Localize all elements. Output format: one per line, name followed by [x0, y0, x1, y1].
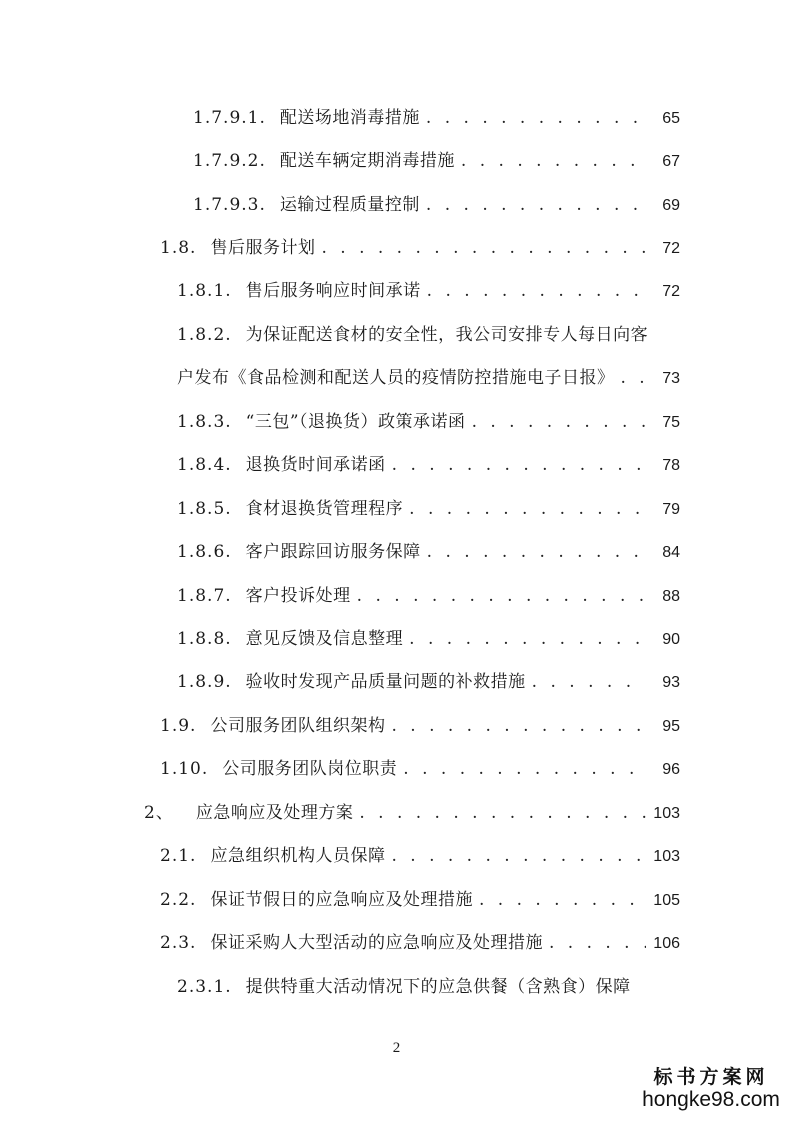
toc-entry-page: 72 — [662, 240, 680, 257]
toc-entry-title: 应急响应及处理方案 — [195, 803, 354, 823]
toc-entry-number: 1.8.6. — [177, 542, 232, 562]
toc-entry[interactable] — [177, 624, 680, 654]
toc-entry-page: 75 — [662, 414, 680, 431]
toc-entry-page: 67 — [662, 153, 680, 170]
toc-dot-leader — [472, 407, 646, 437]
toc-entry-title: 公司服务团队岗位职责 — [222, 759, 398, 779]
toc-entry[interactable] — [160, 928, 680, 958]
toc-dot-leader — [426, 103, 646, 133]
toc-entry-title: 为保证配送食材的安全性，我公司安排专人每日向客 — [245, 325, 649, 345]
toc-entry[interactable] — [177, 494, 680, 524]
site-watermark — [641, 1066, 781, 1112]
toc-entry-page: 73 — [662, 370, 680, 387]
toc-entry-number: 1.8.2. — [177, 325, 232, 345]
toc-entry-page: 65 — [662, 110, 680, 127]
toc-dot-leader — [357, 581, 646, 611]
toc-entry-title: 保证采购人大型活动的应急响应及处理措施 — [210, 933, 543, 953]
toc-entry-title: 运输过程质量控制 — [279, 195, 420, 215]
toc-dot-leader — [479, 885, 646, 915]
toc-dot-leader — [321, 233, 646, 263]
toc-entry-title: 配送车辆定期消毒措施 — [279, 151, 455, 171]
toc-dot-leader — [409, 494, 646, 524]
toc-entry[interactable] — [160, 233, 680, 263]
toc-dot-leader — [427, 276, 646, 306]
toc-dot-leader — [391, 841, 646, 871]
toc-entry-page: 93 — [662, 674, 680, 691]
toc-entry-page: 106 — [653, 935, 680, 952]
toc-entry-page: 96 — [662, 761, 680, 778]
toc-entry-title: 退换货时间承诺函 — [245, 455, 386, 475]
toc-dot-leader — [426, 190, 646, 220]
toc-entry-title: “三包”（退换货）政策承诺函 — [245, 412, 466, 432]
toc-entry-title: 提供特重大活动情况下的应急供餐（含熟食）保障 — [245, 977, 631, 997]
toc-entry-number: 1.7.9.3. — [193, 195, 266, 215]
toc-entry-number: 1.10. — [160, 759, 209, 779]
toc-entry-title-continued: 户发布《食品检测和配送人员的疫情防控措施电子日报》 — [177, 368, 615, 388]
toc-entry-title: 验收时发现产品质量问题的补救措施 — [245, 672, 526, 692]
toc-entry-number: 2.3.1. — [177, 977, 232, 997]
toc-entry-title: 保证节假日的应急响应及处理措施 — [210, 890, 473, 910]
toc-entry-number: 1.8.7. — [177, 586, 232, 606]
toc-entry[interactable] — [177, 450, 680, 480]
toc-entry[interactable] — [160, 841, 680, 871]
toc-entry-page: 105 — [653, 892, 680, 909]
toc-entry-title: 客户跟踪回访服务保障 — [245, 542, 421, 562]
toc-entry[interactable] — [177, 667, 680, 697]
toc-entry-page: 88 — [662, 588, 680, 605]
toc-entry-page: 103 — [653, 805, 680, 822]
toc-entry-page: 103 — [653, 848, 680, 865]
toc-entry[interactable] — [193, 146, 680, 176]
toc-entry-number: 1.7.9.1. — [193, 108, 266, 128]
toc-entry-number: 1.8.9. — [177, 672, 232, 692]
toc-entry-page: 84 — [662, 544, 680, 561]
toc-entry-number: 2.3. — [160, 933, 197, 953]
toc-entry-title: 售后服务响应时间承诺 — [245, 281, 421, 301]
toc-entry-number: 1.9. — [160, 716, 197, 736]
toc-entry-number: 1.8.3. — [177, 412, 232, 432]
toc-entry[interactable] — [177, 276, 680, 306]
toc-entry-continuation[interactable] — [177, 363, 680, 393]
toc-entry-page: 95 — [662, 718, 680, 735]
toc-entry-number: 2.2. — [160, 890, 197, 910]
toc-entry[interactable] — [177, 537, 680, 567]
toc-entry-page: 90 — [662, 631, 680, 648]
page-number: 2 — [392, 1040, 401, 1056]
toc-entry-page: 69 — [662, 197, 680, 214]
toc-entry[interactable] — [160, 711, 680, 741]
toc-entry-title: 意见反馈及信息整理 — [245, 629, 404, 649]
toc-dot-leader — [427, 537, 646, 567]
watermark-url: hongke98.com — [642, 1088, 780, 1111]
toc-entry-page: 79 — [662, 501, 680, 518]
toc-dot-leader — [409, 624, 646, 654]
toc-dot-leader — [392, 450, 646, 480]
toc-entry-number: 2.1. — [160, 846, 197, 866]
toc-entry[interactable] — [144, 798, 680, 828]
toc-entry-title: 公司服务团队组织架构 — [210, 716, 386, 736]
toc-entry-title: 配送场地消毒措施 — [279, 108, 420, 128]
toc-entry[interactable] — [160, 754, 680, 784]
toc-entry[interactable] — [193, 103, 680, 133]
toc-entry[interactable] — [177, 972, 680, 1002]
watermark-name: 标书方案网 — [653, 1066, 769, 1088]
toc-dot-leader — [403, 754, 646, 784]
toc-entry-number: 1.8.8. — [177, 629, 232, 649]
toc-entry[interactable] — [193, 190, 680, 220]
toc-entry-number: 1.8.1. — [177, 281, 232, 301]
toc-dot-leader — [532, 667, 646, 697]
toc-entry-number: 1.8.5. — [177, 499, 232, 519]
toc-entry-title: 应急组织机构人员保障 — [210, 846, 386, 866]
toc-entry-title: 客户投诉处理 — [245, 586, 351, 606]
toc-entry-title: 食材退换货管理程序 — [245, 499, 404, 519]
toc-dot-leader — [359, 798, 646, 828]
toc-dot-leader — [621, 363, 647, 393]
toc-entry[interactable] — [160, 885, 680, 915]
toc-entry-number: 1.8.4. — [177, 455, 232, 475]
toc-entry[interactable] — [177, 320, 680, 350]
toc-entry-page: 78 — [662, 457, 680, 474]
toc-entry-page: 72 — [662, 283, 680, 300]
toc-entry[interactable] — [177, 407, 680, 437]
toc-dot-leader — [549, 928, 646, 958]
toc-dot-leader — [391, 711, 646, 741]
toc-entry-number: 1.7.9.2. — [193, 151, 266, 171]
toc-entry[interactable] — [177, 581, 680, 611]
toc-dot-leader — [461, 146, 646, 176]
toc-entry-title: 售后服务计划 — [210, 238, 316, 258]
toc-entry-number: 1.8. — [160, 238, 197, 258]
toc-entry-number: 2、 — [144, 803, 174, 823]
